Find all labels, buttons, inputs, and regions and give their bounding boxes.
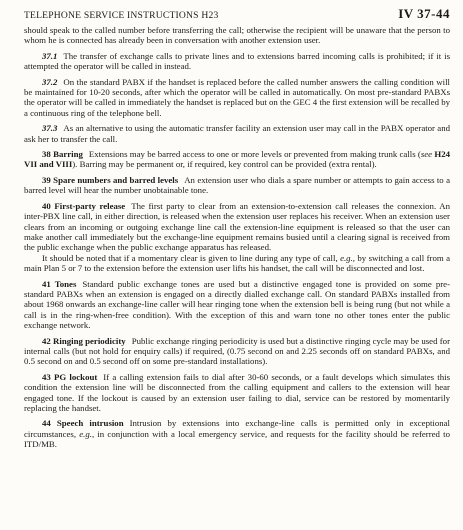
page-header: [24, 6, 450, 22]
section-40-first-party-release: [24, 201, 450, 253]
section-heading: 40 First-party release: [42, 200, 126, 211]
paragraph-number: 37.1: [42, 50, 58, 61]
section-text: Extensions may be barred access to one or more levels or prevented from making trunk calls (: [88, 149, 421, 160]
section-42-ringing-periodicity: [24, 336, 450, 367]
section-text: Intrusion by extensions into exchange-line calls is permitted only in exceptional circumstances,: [24, 418, 450, 439]
header-title: TELEPHONE SERVICE INSTRUCTIONS H23: [24, 10, 219, 21]
section-heading: 43 PG lockout: [42, 371, 98, 382]
instruction-ref: H24 VII and VIII: [24, 149, 450, 170]
section-text: , in conjunction with a local emergency service, and requests for the facility should be referred to ITD/MB.: [24, 428, 450, 450]
eg-abbrev: e.g.: [79, 428, 92, 439]
section-39-spare-numbers: [24, 175, 450, 196]
section-heading: 39 Spare numbers and barred levels: [42, 174, 179, 185]
paragraph-number: 37.3: [42, 123, 58, 134]
section-43-pg-lockout: [24, 372, 450, 414]
section-text: An extension user who dials a spare number or attempts to gain access to a barred level will hear the number unobtainable tone.: [24, 174, 450, 196]
section-heading: 41 Tones: [42, 278, 77, 289]
section-heading: 42 Ringing periodicity: [42, 335, 126, 346]
section-text: ). Barring may be permanent or, if required, key control can be provided (extra rental).: [72, 159, 377, 170]
paragraph-37-1: [24, 51, 450, 72]
section-heading: 44 Speech intrusion: [42, 418, 124, 429]
paragraph-text: On the standard PABX if the handset is replaced before the called number answers the calling condition will be maintained for 10-20 seconds, after which the operator will be called in automatically. On most pre-standard PABXs the operator will be called in immediately the handset is replaced but on the GEC 4 the first extension will be recalled by a continuous ring of the telephone bell.: [24, 76, 450, 118]
paragraph-text: The transfer of exchange calls to private lines and to extensions barred incoming calls is prohibited; if it is attempted the operator will be called in instead.: [24, 50, 450, 72]
section-heading: 38 Barring: [42, 149, 83, 160]
header-reference: IV 37-44: [398, 6, 450, 21]
paragraph-number: 37.2: [42, 76, 58, 87]
eg-abbrev: e.g.: [340, 252, 353, 263]
section-text: If a calling extension fails to dial after 30-60 seconds, or a fault develops which simulates this condition the extension line will be disconnected from the calling equipment and callers to the extension will hear engaged tone. If the lockout is caused by an extension user failing to dial, service can be restored by momentarily replacing the handset.: [24, 371, 450, 413]
paragraph-37-2: [24, 77, 450, 119]
section-text: Standard public exchange tones are used but a distinctive engaged tone is provided on some pre-standard PABXs when an extension is engaged on a directly dialled exchange call. On standard PABXs installed from about 1968 onwards an exchange-line caller will hear ringing tone when the extension bell is being rung (but not while a call is in the ring-when-free condition). With the exception of this and warn tone no other tones enter the public exchange network.: [24, 278, 450, 331]
section-40-note: It should be noted that if a momentary clear is given to line during any type of call, e.g., by switching a call from a main Plan 5 or 7 to the extension before the extension user lifts his handset, the call will be disconnected and lost.: [24, 252, 450, 274]
section-text: Public exchange ringing periodicity is used but a distinctive ringing cycle may be used for internal calls (but not hold for enquiry calls) if required, (0.75 second on and 2.25 seconds off on standard PABXs, and 0.5 second on and 0.5 second off on some pre-standard installations).: [24, 335, 450, 367]
paragraph-text: As an alternative to using the automatic transfer facility an extension user may call in the PABX operator and ask her to transfer the call.: [24, 123, 450, 144]
section-38-barring: [24, 149, 450, 170]
see-ref: see: [420, 149, 433, 160]
section-41-tones: [24, 279, 450, 331]
section-44-speech-intrusion: [24, 418, 450, 449]
paragraph-37-3: [24, 123, 450, 144]
paragraph-continuation: should speak to the called number before transferring the call; otherwise the recipient will be unaware that the person to whom he is connected has already been in conversation with another extension user.: [24, 25, 450, 46]
section-text: The first party to clear from an extension-to-extension call releases the connexion. An inter-PBX line call, in either direction, is released when the extension user replaces his receiver. When an extension user clears from an incoming or outgoing exchange line call the extension-line equipment is released so that the user can make another call immediately but the exchange-line equipment remains busied until a clearing signal is received from the public exchange when the public exchange apparatus has released.: [24, 200, 450, 253]
